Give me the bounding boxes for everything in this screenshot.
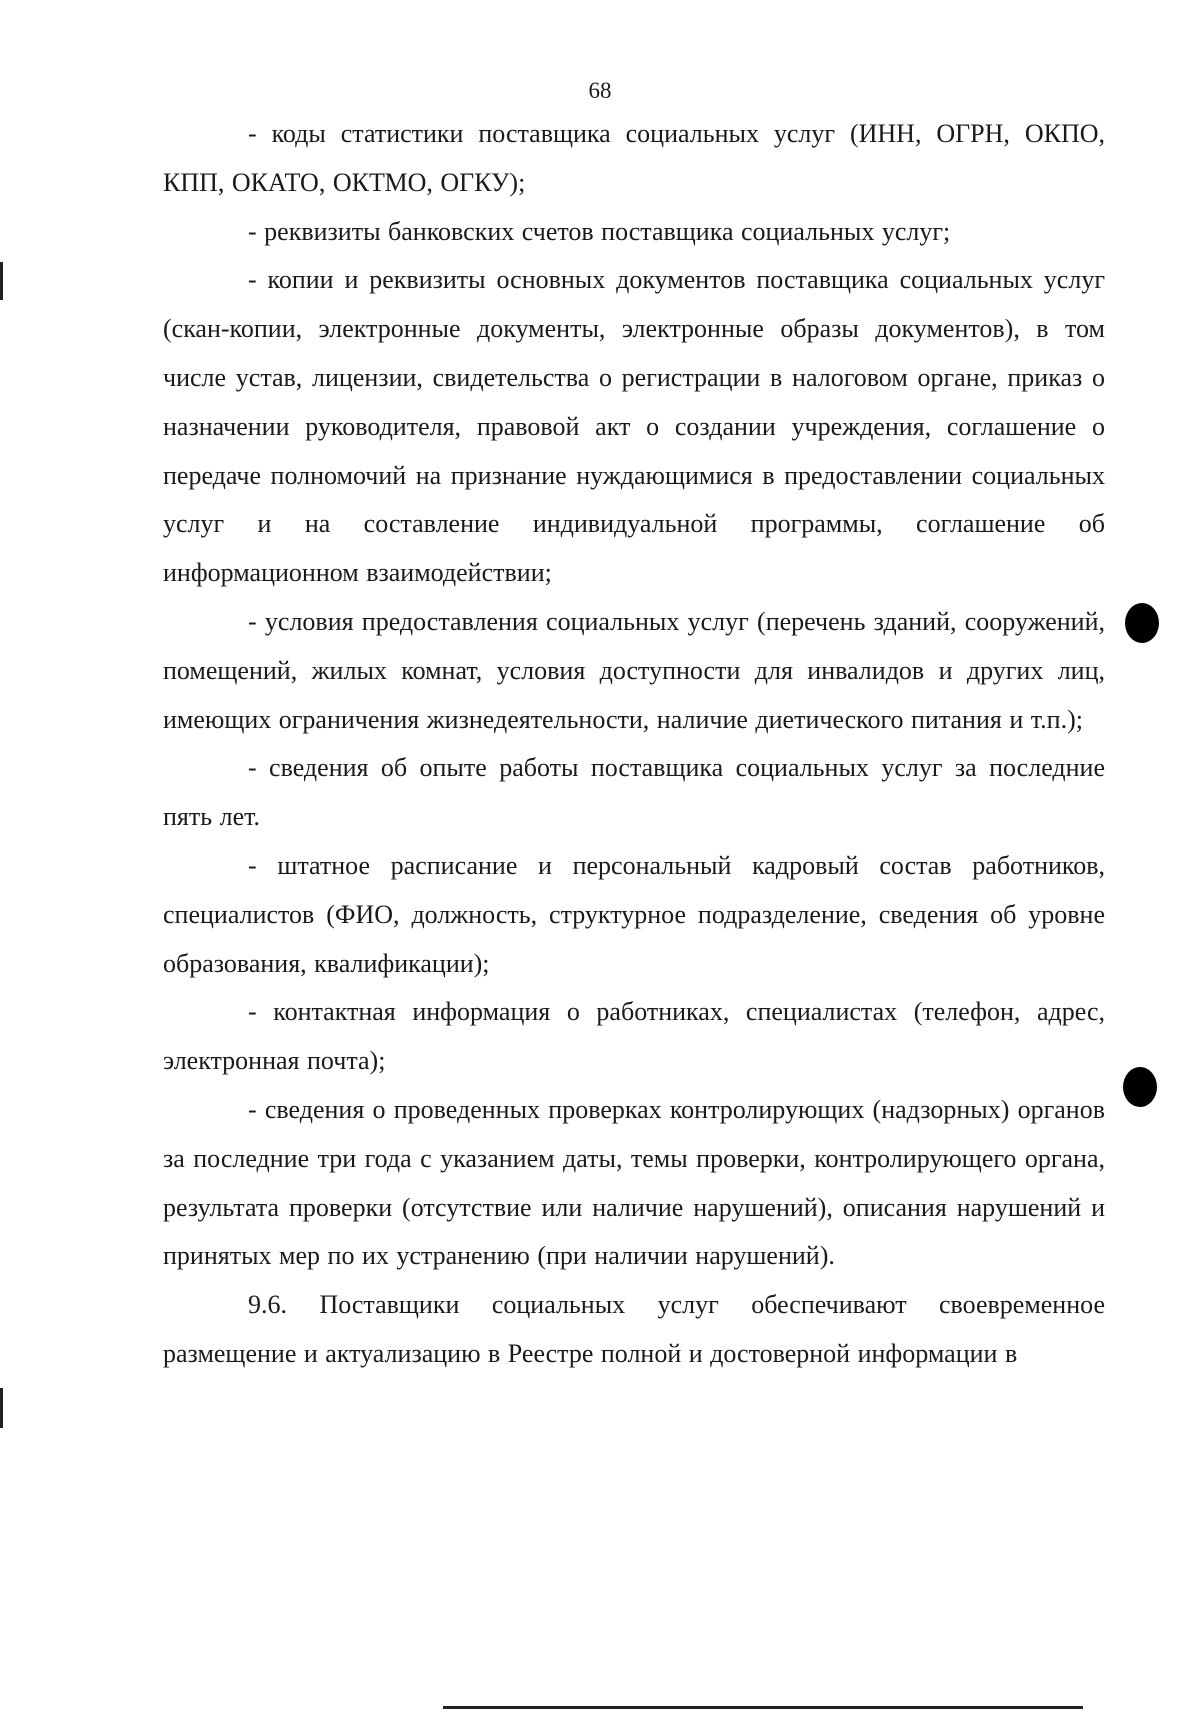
paragraph-work-experience: - сведения об опыте работы поставщика социальных услуг за последние пять лет. [163,753,1105,832]
paragraph-statistics-codes: - коды статистики поставщика социальных услуг (ИНН, ОГРН, ОКПО, КПП, ОКАТО, ОКТМО, ОГКУ); [163,119,1105,197]
bottom-edge-line [443,1706,1083,1709]
paragraph-document-copies: - копии и реквизиты основных документов поставщика социальных услуг (скан-копии, электронные документы, электронные образы документов), в том числе устав, лицензии, свидетельства о регистрации в налоговом органе, приказ о назначении руководителя, правовой акт о создании учреждения, соглашение о передаче полномочий на признание нуждающимися в предоставлении социальных услуг и на составление индивидуальной программы, соглашение об информационном взаимодействии; [163,265,1105,588]
punch-hole-mark [1125,603,1159,643]
paragraph-bank-details: - реквизиты банковских счетов поставщика социальных услуг; [248,216,951,246]
paragraph-contact-info: - контактная информация о работниках, специалистах (телефон, адрес, электронная почта); [163,997,1105,1076]
left-edge-mark [0,262,3,300]
paragraph-service-conditions: - условия предоставления социальных услуг (перечень зданий, сооружений, помещений, жилых комнат, условия доступности для инвалидов и других лиц, имеющих ограничения жизнедеятельности, наличие диетического питания и т.п.); [163,606,1105,734]
paragraph-section-9-6: 9.6. Поставщики социальных услуг обеспечивают своевременное размещение и актуализацию в Реестре полной и достоверной информации в [163,1290,1105,1368]
paragraph-staff-schedule: - штатное расписание и персональный кадровый состав работников, специалистов (ФИО, должность, структурное подразделение, сведения об уровне образования, квалификации); [163,850,1105,978]
page-number: 68 [588,78,612,103]
paragraph-inspections: - сведения о проведенных проверках контролирующих (надзорных) органов за последние три года с указанием даты, темы проверки, контролирующего органа, результата проверки (отсутствие или наличие нарушений), описания нарушений и принятых мер по их устранению (при наличии нарушений). [163,1094,1105,1271]
left-edge-mark [0,1388,3,1428]
punch-hole-mark [1123,1067,1157,1107]
document-body [163,110,1105,1379]
